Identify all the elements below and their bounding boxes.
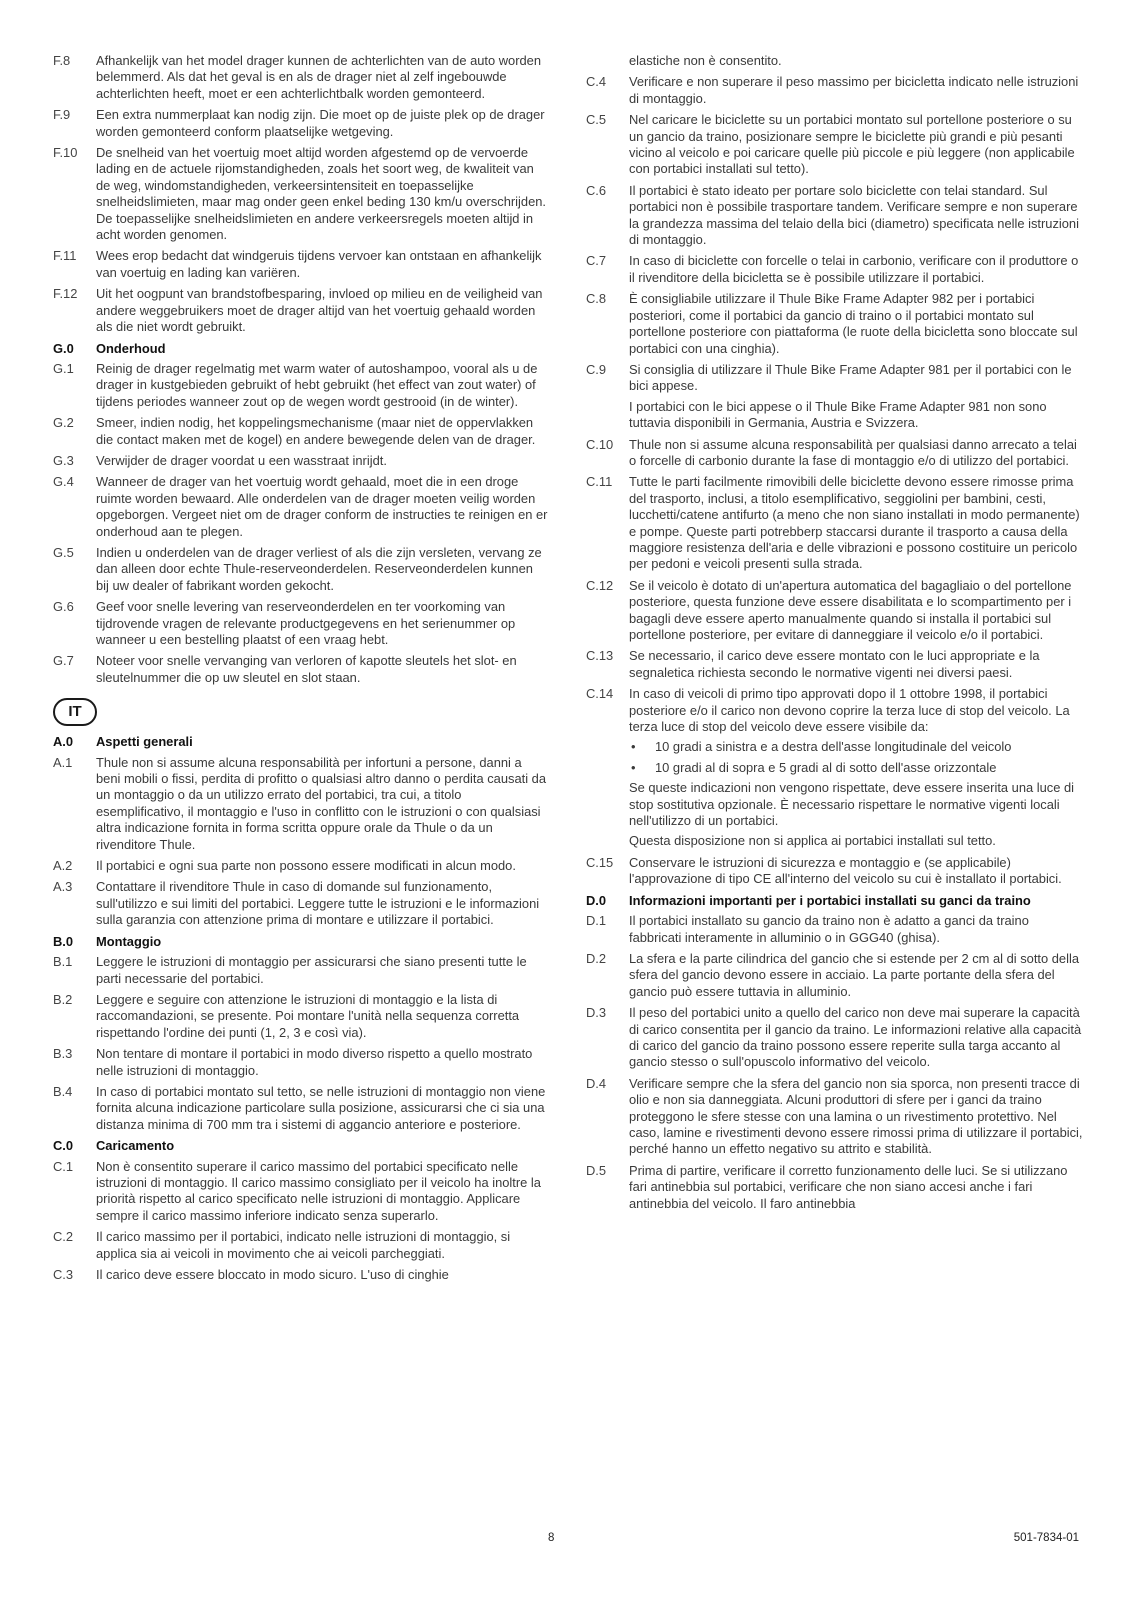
document-code: 501-7834-01	[1013, 1532, 1079, 1544]
item-text: Leggere le istruzioni di montaggio per assicurarsi che siano presenti tutte le parti necessarie del portabici.	[96, 954, 527, 986]
list-item	[53, 992, 548, 1041]
item-number: A.3	[53, 879, 73, 895]
item-text: Il portabici installato su gancio da traino non è adatto a ganci da traino fabbricati interamente in alluminio o in GGG40 (ghisa).	[629, 913, 1029, 945]
item-number: G.3	[53, 452, 74, 468]
list-item	[586, 253, 1084, 286]
list-item	[586, 291, 1084, 357]
list-item	[586, 112, 1084, 178]
item-number: G.1	[53, 360, 74, 376]
item-number: C.1	[53, 1158, 74, 1174]
bullet-text: 10 gradi a sinistra e a destra dell'asse longitudinale del veicolo	[655, 739, 1012, 755]
item-text: Wees erop bedacht dat windgeruis tijdens vervoer kan ontstaan en afhankelijk van voertuig en lading kan variëren.	[96, 248, 542, 280]
section-a-items	[53, 755, 548, 929]
list-item	[53, 599, 548, 648]
item-number: G.5	[53, 544, 74, 560]
list-item-c14	[586, 686, 1084, 850]
bullet-text: 10 gradi al di sopra e 5 gradi al di sotto dell'asse orizzontale	[655, 759, 997, 775]
list-item	[586, 362, 1084, 432]
list-item	[53, 474, 548, 540]
item-number: F.12	[53, 286, 78, 302]
item-number: C.6	[586, 182, 607, 198]
list-item	[586, 578, 1084, 644]
item-text: Non è consentito superare il carico massimo del portabici specificato nelle istruzioni di montaggio. Il carico massimo consigliato per il veicolo ha inoltre la priorità rispetto al carico specificato nelle istruzioni di montaggio. Applicare sempre il carico massimo inferiore indicato senza superarlo.	[96, 1158, 541, 1223]
item-text: Nel caricare le biciclette su un portabici montato sul portellone posteriore o su un gancio da traino, posizionare sempre le biciclette più grandi e più pesanti vicino al veicolo e poi caricare quelle più piccole e più leggere (non applicabile con portabici installati sul tetto).	[629, 112, 1075, 177]
section-title: Informazioni importanti per i portabici installati su ganci da traino	[629, 892, 1031, 908]
item-text: Se necessario, il carico deve essere montato con le luci appropriate e la segnaletica richiesta secondo le normative vigenti nei diversi paesi.	[629, 648, 1040, 680]
item-number: C.4	[586, 74, 607, 90]
list-item	[53, 361, 548, 410]
item-number: C.9	[586, 361, 607, 377]
list-item	[53, 1159, 548, 1225]
item-text: Uit het oogpunt van brandstofbesparing, invloed op milieu en de veiligheid van andere weggebruikers moet de drager altijd van het voertuig gehaald worden als die niet wordt gebruikt.	[96, 286, 543, 335]
item-text: Thule non si assume alcuna responsabilità per infortuni a persone, danni a beni mobili o fissi, perdita di profitto o qualsiasi altro danno o perdita causati da un montaggio o da un utilizzo errato del portabici, tra cui, a titolo esemplificativo, il montaggio e l'uso in conflitto con le istruzioni o con qualsiasi altra indicazione fornita in forma scritta oppure orale da Thule o da un rivenditore Thule.	[96, 754, 547, 852]
list-item	[586, 951, 1084, 1000]
item-text: Il portabici è stato ideato per portare solo biciclette con telai standard. Sul portabici non è possibile trasportare tandem. Verificare sempre e non superare la grandezza massima del telaio della bici (diametro) specificata nelle istruzioni di montaggio.	[629, 182, 1079, 248]
list-item	[53, 1084, 548, 1133]
section-number: D.0	[586, 892, 607, 908]
list-item	[586, 913, 1084, 946]
list-item	[53, 1046, 548, 1079]
list-item	[586, 437, 1084, 470]
item-text: Indien u onderdelen van de drager verliest of als die zijn versleten, vervang ze dan alleen door echte Thule-reserveonderdelen. Reserveonderdelen kunnen bij uw dealer of fabrikant worden gekocht.	[96, 544, 542, 593]
list-item	[53, 145, 548, 243]
item-number: F.9	[53, 107, 71, 123]
section-c-items-continued	[586, 74, 1084, 681]
list-item	[53, 954, 548, 987]
item-text: La sfera e la parte cilindrica del gancio che si estende per 2 cm al di sotto della sfera del gancio devono essere in acciaio. La parte portante della sfera del gancio può essere tuttavia in alluminio.	[629, 950, 1079, 999]
item-text: Si consiglia di utilizzare il Thule Bike Frame Adapter 981 per il portabici con le bici appese.	[629, 361, 1072, 394]
section-d-items	[586, 913, 1084, 1212]
bullet-item	[629, 760, 1084, 776]
item-number: C.12	[586, 577, 614, 593]
right-column	[586, 53, 1084, 1217]
item-number: C.14	[586, 686, 614, 702]
item-number: C.10	[586, 436, 614, 452]
list-item	[53, 248, 548, 281]
item-body	[629, 291, 1084, 357]
item-number: A.1	[53, 754, 73, 770]
item-text: Prima di partire, verificare il corretto funzionamento delle luci. Se si utilizzano fari antinebbia sul portabici, verificare che non siano accesi anche i fari antinebbia del veicolo. Il faro antinebbia	[629, 1162, 1068, 1211]
item-body	[629, 578, 1084, 644]
item-number: F.8	[53, 53, 71, 68]
list-item-c15	[586, 855, 1084, 888]
section-f-items	[53, 53, 548, 336]
list-item	[53, 653, 548, 686]
list-item	[586, 74, 1084, 107]
item-number: C.15	[586, 854, 614, 870]
item-text: Contattare il rivenditore Thule in caso di domande sul funzionamento, sull'utilizzo e sui limiti del portabici. Leggere tutte le istruzioni e le informazioni sulla garanzia con attenzione prima di montare e utilizzare il portabici.	[96, 879, 540, 928]
item-text: I portabici con le bici appese o il Thule Bike Frame Adapter 981 non sono tuttavia disponibili in Germania, Austria e Svizzera.	[629, 398, 1047, 431]
bullet-item	[629, 739, 1084, 755]
list-item	[586, 474, 1084, 572]
item-text: Non tentare di montare il portabici in modo diverso rispetto a quello mostrato nelle istruzioni di montaggio.	[96, 1046, 533, 1078]
list-item	[53, 53, 548, 102]
item-number: B.1	[53, 954, 73, 970]
item-number: C.2	[53, 1229, 74, 1245]
page-number: 8	[548, 1532, 555, 1544]
item-text: Thule non si assume alcuna responsabilità per qualsiasi danno arrecato a telai o forcelle di carbonio durante la fase di montaggio e/o di utilizzo del portabici.	[629, 436, 1077, 468]
section-title: Onderhoud	[96, 340, 166, 356]
section-title: Aspetti generali	[96, 734, 193, 750]
section-number: A.0	[53, 734, 74, 750]
item-text: In caso di portabici montato sul tetto, se nelle istruzioni di montaggio non viene fornita alcuna indicazione particolare sulla posizione, assicurarsi che ci sia una distanza minima di 700 mm tra i sistemi di aggancio anteriore e posteriore.	[96, 1083, 546, 1132]
item-number: C.8	[586, 291, 607, 307]
item-body	[629, 648, 1084, 681]
section-number: B.0	[53, 933, 74, 949]
language-badge-it: IT	[53, 698, 97, 726]
list-item	[53, 286, 548, 335]
list-item	[586, 183, 1084, 249]
section-heading-b	[53, 934, 548, 950]
item-text: In caso di biciclette con forcelle o telai in carbonio, verificare con il produttore o il rivenditore della bicicletta se è possibile utilizzare il portabici.	[629, 253, 1079, 285]
item-number: F.11	[53, 248, 77, 264]
section-c-items	[53, 1159, 548, 1284]
item-body	[629, 112, 1084, 178]
item-text: Wanneer de drager van het voertuig wordt gehaald, moet die in een droge ruimte worden bewaard. Alle onderdelen van de drager moeten veilig worden opgeborgen. Vergeet niet om de drager conform de instructies te reinigen en er onderhoud aan te plegen.	[96, 474, 548, 539]
item-text: Noteer voor snelle vervanging van verloren of kapotte sleutels het slot- en sleutelnummer die op uw sleutel en slot staan.	[96, 653, 517, 685]
item-text: Verificare e non superare il peso massimo per bicicletta indicato nelle istruzioni di montaggio.	[629, 74, 1079, 106]
item-body	[629, 474, 1084, 572]
item-text: Se il veicolo è dotato di un'apertura automatica del bagagliaio o del portellone posteriore, questa funzione deve essere disabilitata e lo scompartimento per i bagagli deve essere aperto manualmente quando si installa il portabici sul portellone posteriore, per evitare di danneggiare il veicolo e/o il portabici.	[629, 577, 1072, 642]
section-b-items	[53, 954, 548, 1133]
bullet-icon: •	[631, 759, 636, 775]
item-text: Il portabici e ogni sua parte non possono essere modificati in alcun modo.	[96, 858, 516, 874]
section-number: G.0	[53, 340, 74, 356]
bullet-list	[629, 739, 1084, 776]
item-text: Conservare le istruzioni di sicurezza e montaggio e (se applicabile) l'approvazione di tipo CE all'interno del veicolo su cui è installato il portabici.	[629, 854, 1062, 887]
item-body	[629, 183, 1084, 249]
bullet-icon: •	[631, 739, 636, 755]
continuation-paragraph	[586, 53, 1084, 69]
item-number: D.5	[586, 1162, 607, 1178]
list-item	[53, 858, 548, 874]
section-heading-d	[586, 893, 1084, 909]
section-number: C.0	[53, 1138, 74, 1154]
list-item	[586, 1005, 1084, 1071]
item-body	[629, 74, 1084, 107]
section-title: Caricamento	[96, 1138, 175, 1154]
item-body	[629, 253, 1084, 286]
item-body	[629, 437, 1084, 470]
item-number: D.3	[586, 1005, 607, 1021]
item-number: A.2	[53, 858, 73, 874]
item-number: C.5	[586, 112, 607, 128]
section-g-items	[53, 361, 548, 686]
item-number: B.3	[53, 1046, 73, 1062]
list-item	[586, 1163, 1084, 1212]
list-item	[53, 1229, 548, 1262]
section-title: Montaggio	[96, 933, 162, 949]
list-item	[53, 755, 548, 853]
item-number: D.1	[586, 913, 607, 929]
item-number: C.11	[586, 474, 613, 490]
item-number: B.4	[53, 1083, 73, 1099]
item-text: Il carico deve essere bloccato in modo sicuro. L'uso di cinghie	[96, 1267, 449, 1282]
item-number: F.10	[53, 145, 78, 161]
left-column	[53, 53, 548, 1288]
item-text: Tutte le parti facilmente rimovibili delle biciclette devono essere rimosse prima del trasporto, inclusi, a titolo esemplificativo, seggiolini per bambini, cesti, lucchetti/catene antifurto (a meno che non siano installati in modo permanente) e pompe. Queste parti potrebberp staccarsi durante il trasporto a causa della maggiore resistenza dell'aria e delle vibrazioni e possono costituire un pericolo per pedoni e veicoli presenti sulla strada.	[629, 474, 1080, 572]
item-text: Se queste indicazioni non vengono rispettate, deve essere inserita una luce di stop sostitutiva opzionale. È necessario rispettare le normative vigenti locali nell'utilizzo di un portabici.	[629, 780, 1075, 829]
item-after-paragraphs	[629, 780, 1084, 850]
item-number: C.13	[586, 648, 614, 664]
list-item	[53, 453, 548, 469]
item-number: G.4	[53, 474, 74, 490]
item-number: G.2	[53, 415, 74, 431]
item-text: Geef voor snelle levering van reserveonderdelen en ter voorkoming van tijdrovende vragen de relevante productgegevens en het serienummer op wanneer u een bestelling plaatst of een vraag hebt.	[96, 599, 516, 647]
item-number: C.3	[53, 1267, 74, 1282]
item-text: Smeer, indien nodig, het koppelingsmechanisme (maar niet de oppervlakken die contact maken met de kogel) en andere bewegende delen van de drager.	[96, 415, 536, 447]
list-item	[53, 107, 548, 140]
list-item	[53, 545, 548, 594]
item-number: D.2	[586, 950, 607, 966]
item-text: In caso di veicoli di primo tipo approvati dopo il 1 ottobre 1998, il portabici posteriore e/o il carico non devono coprire la terza luce di stop del veicolo. La terza luce di stop del veicolo deve essere visibile da:	[629, 686, 1070, 735]
item-body	[629, 362, 1084, 432]
item-text: Reinig de drager regelmatig met warm water of autoshampoo, vooral als u de drager in kustgebieden gebruikt of hebt gebruikt (het effect van zout water) of tijdens periodes wanneer zout op de wegen wordt gestrooid (in de winter).	[96, 360, 538, 409]
item-number: D.4	[586, 1075, 607, 1091]
list-item	[53, 1267, 548, 1283]
section-heading-a	[53, 734, 548, 750]
section-heading-g	[53, 341, 548, 357]
list-item	[53, 415, 548, 448]
item-text: Verificare sempre che la sfera del gancio non sia sporca, non presenti tracce di olio e non sia danneggiata. Alcuni produttori di sfere per i ganci da traino proteggono le sfere stesse con una lamina o un rivestimento protettivo. Nel caso, lamine e rivestimenti devono essere rimossi prima di utilizzare il portabici, perché hanno un effetto negativo su attrito e stabilità.	[629, 1075, 1083, 1157]
item-text: Leggere e seguire con attenzione le istruzioni di montaggio e la lista di raccomandazioni, se presente. Poi montare l'unità nella sequenza corretta rispettando l'ordine dei punti (1, 2, 3 e così via).	[96, 991, 520, 1040]
item-text: Questa disposizione non si applica ai portabici installati sul tetto.	[629, 833, 996, 849]
list-item	[586, 1076, 1084, 1158]
item-number: G.6	[53, 599, 74, 615]
item-number: C.7	[586, 253, 607, 269]
item-text: Afhankelijk van het model drager kunnen de achterlichten van de auto worden belemmerd. Als dat het geval is en als de drager niet al zelf ingebouwde achterlichten heeft, moet er een achterlichtbalk worden gemonteerd.	[96, 53, 542, 101]
list-item	[53, 879, 548, 928]
continuation-text: elastiche non è consentito.	[629, 53, 782, 68]
list-item	[586, 648, 1084, 681]
item-text: De snelheid van het voertuig moet altijd worden afgestemd op de vervoerde lading en de actuele rijomstandigheden, zoals het soort weg, de kwaliteit van de weg, windomstandigheden, verkeersintensiteit en toepasselijke snelheidslimieten, maar mag onder geen enkel beding 130 km/u overschrijden. De toepasselijke snelheidslimieten en andere verkeersregels moeten altijd in acht worden genomen.	[96, 145, 547, 243]
item-text: Il peso del portabici unito a quello del carico non deve mai superare la capacità di carico consentita per il gancio da traino. Le informazioni relative alla capacità di carico del gancio da traino possono essere reperite sulla targa accanto al gancio stesso o sull'opuscolo informativo del veicolo.	[629, 1005, 1082, 1070]
item-number: B.2	[53, 991, 73, 1007]
item-number: G.7	[53, 653, 74, 669]
item-text: Il carico massimo per il portabici, indicato nelle istruzioni di montaggio, si applica sia ai veicoli in movimento che ai veicoli parcheggiati.	[96, 1229, 511, 1261]
section-heading-c	[53, 1138, 548, 1154]
item-text: Een extra nummerplaat kan nodig zijn. Die moet op de juiste plek op de drager worden gemonteerd conform plaatselijke wetgeving.	[96, 107, 545, 139]
item-text: Verwijder de drager voordat u een wasstraat inrijdt.	[96, 452, 387, 468]
item-text: È consigliabile utilizzare il Thule Bike Frame Adapter 982 per i portabici posteriori, come il portabici da gancio di traino o il portabici montato sul portellone posteriore con piattaforma (le ruote della bicicletta sono bloccate sul portabici con una cinghia).	[629, 291, 1078, 356]
